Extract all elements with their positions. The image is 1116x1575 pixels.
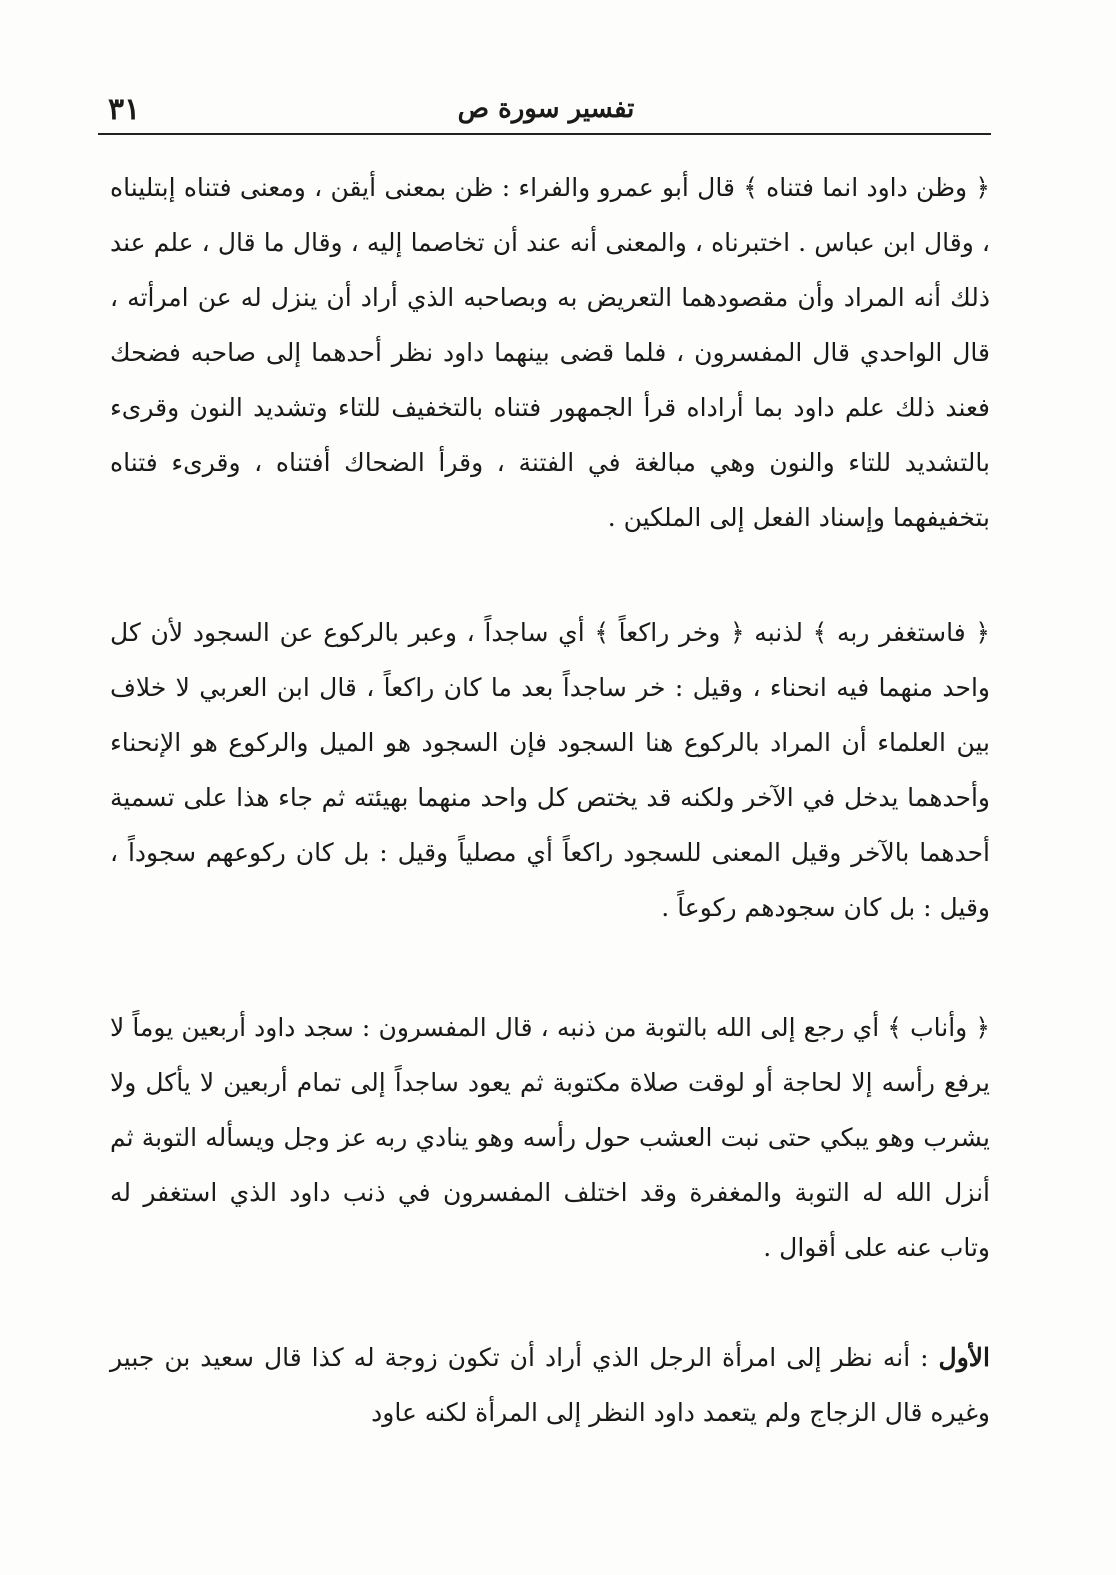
paragraph-1: ﴿ وظن داود انما فتناه ﴾ قال أبو عمرو والفراء : ظن بمعنى أيقن ، ومعنى فتناه إبتليناه ، وقال ابن عباس . اختبرناه ، والمعنى أنه عند أن تخاصما إليه ، وقال ما قال ، علم عند ذلك أنه المراد وأن مقصودهما التعريض به وبصاحبه الذي أراد أن ينزل له عن امرأته ، قال الواحدي قال المفسرون ، فلما قضى بينهما داود نظر أحدهما إلى صاحبه فضحك فعند ذلك علم داود بما أراداه قرأ الجمهور فتناه بالتخفيف للتاء وتشديد النون وقرىء بالتشديد للتاء والنون وهي مبالغة في الفتنة ، وقرأ الضحاك أفتناه ، وقرىء فتناه بتخفيفهما وإسناد الفعل إلى الملكين . (110, 173, 990, 532)
page-number: ٣١ (108, 92, 141, 127)
body-text (110, 160, 990, 1440)
paragraph-4 (110, 1330, 990, 1440)
header-divider (98, 133, 991, 135)
running-title: تفسير سورة ص (457, 94, 635, 124)
paragraph-4-text: : أنه نظر إلى امرأة الرجل الذي أراد أن تكون زوجة له كذا قال سعيد بن جبير وغيره قال الزجاج ولم يتعمد داود النظر إلى المرأة لكنه عاود (110, 1343, 990, 1427)
paragraph-2: ﴿ فاستغفر ربه ﴾ لذنبه ﴿ وخر راكعاً ﴾ أي ساجداً ، وعبر بالركوع عن السجود لأن كل واحد منهما فيه انحناء ، وقيل : خر ساجداً بعد ما كان راكعاً ، قال ابن العربي لا خلاف بين العلماء أن المراد بالركوع هنا السجود فإن السجود هو الميل والركوع هو الإنحناء وأحدهما يدخل في الآخر ولكنه قد يختص كل واحد منهما بهيئته ثم جاء هذا على تسمية أحدهما بالآخر وقيل المعنى للسجود راكعاً أي مصلياً وقيل : بل كان ركوعهم سجوداً ، وقيل : بل كان سجودهم ركوعاً . (110, 618, 990, 922)
page-header (100, 92, 992, 132)
paragraph-3: ﴿ وأناب ﴾ أي رجع إلى الله بالتوبة من ذنبه ، قال المفسرون : سجد داود أربعين يوماً لا يرفع رأسه إلا لحاجة أو لوقت صلاة مكتوبة ثم يعود ساجداً إلى تمام أربعين لا يأكل ولا يشرب وهو يبكي حتى نبت العشب حول رأسه وهو ينادي ربه عز وجل ويسأله التوبة ثم أنزل الله له التوبة والمغفرة وقد اختلف المفسرون في ذنب داود الذي استغفر له وتاب عنه على أقوال . (110, 1013, 990, 1262)
paragraph-4-lead: الأول (938, 1343, 990, 1372)
